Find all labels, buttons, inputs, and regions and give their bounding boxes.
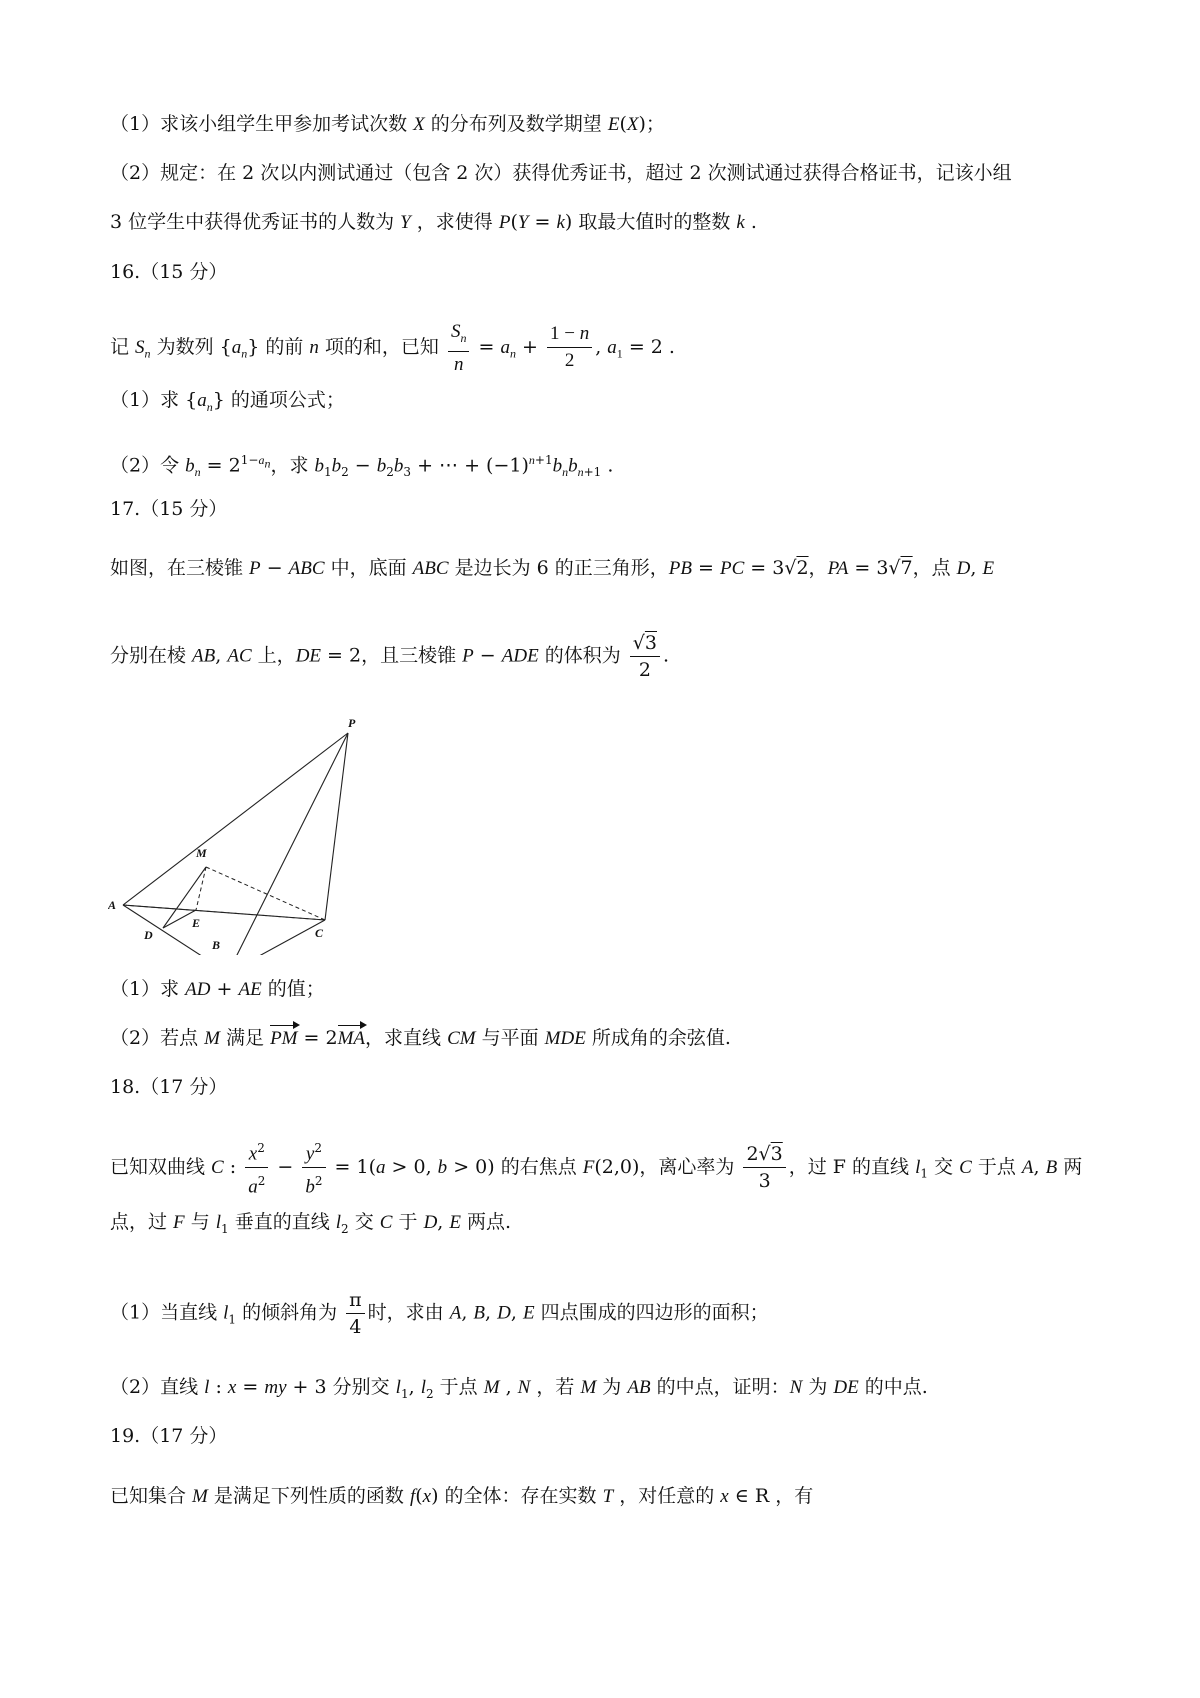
p16-part1: （1）求 $\{a_n\}$ 的通项公式；	[110, 389, 345, 414]
p16-statement: 记 $S_n$ 为数列 $\{a_n\}$ 的前 n 项的和，已知 $\frac{S_n}{n}$ = $a_n$ + $\frac{1 - n}{2}$ , $a_1 = 2$ .	[110, 318, 675, 378]
p15-part2-line2: 3 位学生中获得优秀证书的人数为 Y ，求使得 P(Y = k) 取最大值时的整数 k .	[110, 211, 757, 233]
p18-statement-line1: 已知双曲线 C : $\frac{x^2}{a^2}$ − $\frac{y^2}{b^2}$ = 1(a > 0, b > 0) 的右焦点 F(2,0)，离心率为 $\frac{2√3}{3}$ ，过 F 的直线 $l_1$ 交 C 于点 A, B 两	[110, 1135, 1082, 1201]
label-P: P	[348, 716, 356, 730]
p18-part1: （1）当直线 $l_1$ 的倾斜角为 $\frac{\pi}{4}$ 时，求由 A, B, D, E 四点围成的四边形的面积；	[110, 1289, 769, 1338]
edge-AP	[123, 733, 348, 905]
heading-16: 16.（15 分）	[110, 261, 228, 283]
p17-statement-line1: 如图，在三棱锥 P − ABC 中，底面 ABC 是边长为 6 的正三角形，PB = PC = 3√2，PA = 3√7，点 D, E	[110, 557, 995, 579]
p18-statement-line2: 点，过 F 与 $l_1$ 垂直的直线 $l_2$ 交 C 于 D, E 两点.	[110, 1211, 512, 1236]
heading-17: 17.（15 分）	[110, 498, 228, 520]
label-C: C	[315, 926, 324, 940]
p15-part1: （1）求该小组学生甲参加考试次数 X 的分布列及数学期望 E(X)；	[110, 113, 665, 135]
label-A: A	[108, 898, 117, 912]
p17-statement-line2: 分别在棱 AB, AC 上，DE = 2，且三棱锥 P − ADE 的体积为 $\frac{√3}{2}$ .	[110, 632, 670, 681]
pyramid-figure	[108, 715, 388, 955]
edge-BP	[228, 733, 348, 955]
heading-18: 18.（17 分）	[110, 1076, 228, 1098]
label-M: M	[196, 846, 207, 860]
label-D: D	[144, 928, 153, 942]
edge-CP	[325, 733, 348, 920]
p17-part2: （2）若点 M 满足 PM = 2MA，求直线 CM 与平面 MDE 所成角的余弦值.	[110, 1027, 731, 1049]
p16-part2: （2）令 $b_n = 2^{1-a_n}$，求 $b_1b_2 - b_2b_3$ + ⋯ + $(-1)^{n+1}b_nb_{n+1}$ .	[110, 453, 614, 480]
p17-part1: （1）求 AD + AE 的值；	[110, 978, 325, 1000]
label-B: B	[212, 938, 221, 952]
p19-statement: 已知集合 M 是满足下列性质的函数 f(x) 的全体：存在实数 T ，对任意的 x ∈ R ，有	[110, 1485, 814, 1507]
label-E: E	[192, 916, 201, 930]
p15-part2-line1: （2）规定：在 2 次以内测试通过（包含 2 次）获得优秀证书，超过 2 次测试通过获得合格证书，记该小组	[110, 162, 1012, 184]
edge-BC	[228, 920, 325, 955]
heading-19: 19.（17 分）	[110, 1425, 228, 1447]
p18-part2: （2）直线 l : x = my + 3 分别交 $l_1$, $l_2$ 于点 M , N ，若 M 为 AB 的中点，证明：N 为 DE 的中点.	[110, 1376, 928, 1401]
